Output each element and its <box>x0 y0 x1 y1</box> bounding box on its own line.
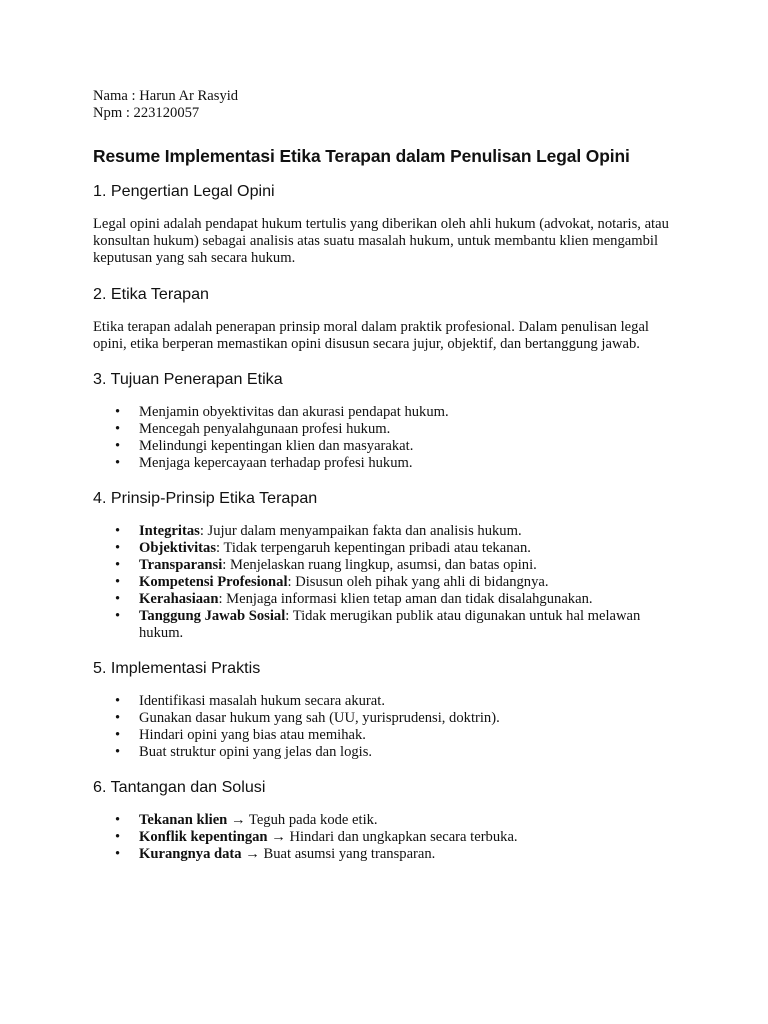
list-item: • Kompetensi Profesional: Disusun oleh pihak yang ahli di bidangnya. <box>115 574 549 590</box>
bullet-icon: • <box>115 693 121 709</box>
bullet-icon: • <box>115 574 121 590</box>
section-heading-1: 1. Pengertian Legal Opini <box>93 182 275 200</box>
list-item: • Tanggung Jawab Sosial: Tidak merugikan publik atau digunakan untuk hal melawan hukum. <box>115 608 641 641</box>
term-label: Kompetensi Profesional <box>139 574 288 590</box>
bullet-icon: • <box>115 438 121 454</box>
term-label: Transparansi <box>139 557 223 573</box>
bullet-icon: • <box>115 455 121 471</box>
term-label: Tanggung Jawab Sosial <box>139 608 286 624</box>
section-2-paragraph: Etika terapan adalah penerapan prinsip moral dalam praktik profesional. Dalam penulisan legal opini, etika berperan memastikan opini disusun secara jujur, objektif, dan bertanggung jawab. <box>93 319 649 352</box>
section-heading-5: 5. Implementasi Praktis <box>93 659 261 677</box>
author-npm: Npm : 223120057 <box>93 105 200 121</box>
section-4-list <box>93 523 683 642</box>
list-item: • Kerahasiaan: Menjaga informasi klien tetap aman dan tidak disalahgunakan. <box>115 591 593 607</box>
bullet-icon: • <box>115 591 121 607</box>
list-item: • Integritas: Jujur dalam menyampaikan fakta dan analisis hukum. <box>115 523 522 539</box>
document-page <box>93 88 683 863</box>
bullet-icon: • <box>115 829 121 845</box>
list-item: • Menjaga kepercayaan terhadap profesi hukum. <box>115 455 413 471</box>
bullet-icon: • <box>115 557 121 573</box>
list-item: • Konflik kepentingan → Hindari dan ungkapkan secara terbuka. <box>115 829 518 845</box>
list-item: • Tekanan klien → Teguh pada kode etik. <box>115 812 378 828</box>
bullet-icon: • <box>115 744 121 760</box>
bullet-icon: • <box>115 608 121 624</box>
list-item: • Mencegah penyalahgunaan profesi hukum. <box>115 421 391 437</box>
section-heading-2: 2. Etika Terapan <box>93 285 210 303</box>
bullet-icon: • <box>115 523 121 539</box>
section-5-list <box>93 693 683 761</box>
list-item: • Transparansi: Menjelaskan ruang lingkup, asumsi, dan batas opini. <box>115 557 537 573</box>
list-item: • Gunakan dasar hukum yang sah (UU, yurisprudensi, doktrin). <box>115 710 500 726</box>
list-item: • Kurangnya data → Buat asumsi yang transparan. <box>115 846 436 862</box>
document-title: Resume Implementasi Etika Terapan dalam Penulisan Legal Opini <box>93 146 630 166</box>
term-label: Objektivitas <box>139 540 217 556</box>
term-label: Tekanan klien <box>139 812 228 828</box>
bullet-icon: • <box>115 421 121 437</box>
section-3-list <box>93 404 683 472</box>
section-heading-3: 3. Tujuan Penerapan Etika <box>93 370 283 388</box>
author-info <box>93 88 683 122</box>
bullet-icon: • <box>115 846 121 862</box>
section-1-paragraph: Legal opini adalah pendapat hukum tertulis yang diberikan oleh ahli hukum (advokat, notaris, atau konsultan hukum) sebagai analisis atas suatu masalah hukum, untuk membantu klien mengambil keputusan yang sah secara hukum. <box>93 216 669 266</box>
bullet-icon: • <box>115 404 121 420</box>
list-item: • Identifikasi masalah hukum secara akurat. <box>115 693 385 709</box>
term-label: Konflik kepentingan <box>139 829 268 845</box>
list-item: • Menjamin obyektivitas dan akurasi pendapat hukum. <box>115 404 449 420</box>
list-item: • Buat struktur opini yang jelas dan logis. <box>115 744 373 760</box>
term-label: Integritas <box>139 523 200 539</box>
section-6-list <box>93 812 683 863</box>
bullet-icon: • <box>115 540 121 556</box>
bullet-icon: • <box>115 710 121 726</box>
bullet-icon: • <box>115 812 121 828</box>
list-item: • Objektivitas: Tidak terpengaruh kepentingan pribadi atau tekanan. <box>115 540 531 556</box>
section-heading-6: 6. Tantangan dan Solusi <box>93 778 266 796</box>
section-heading-4: 4. Prinsip-Prinsip Etika Terapan <box>93 489 318 507</box>
list-item: • Melindungi kepentingan klien dan masyarakat. <box>115 438 414 454</box>
bullet-icon: • <box>115 727 121 743</box>
list-item: • Hindari opini yang bias atau memihak. <box>115 727 366 743</box>
term-label: Kurangnya data <box>139 846 242 862</box>
term-label: Kerahasiaan <box>139 591 219 607</box>
author-name: Nama : Harun Ar Rasyid <box>93 88 239 104</box>
